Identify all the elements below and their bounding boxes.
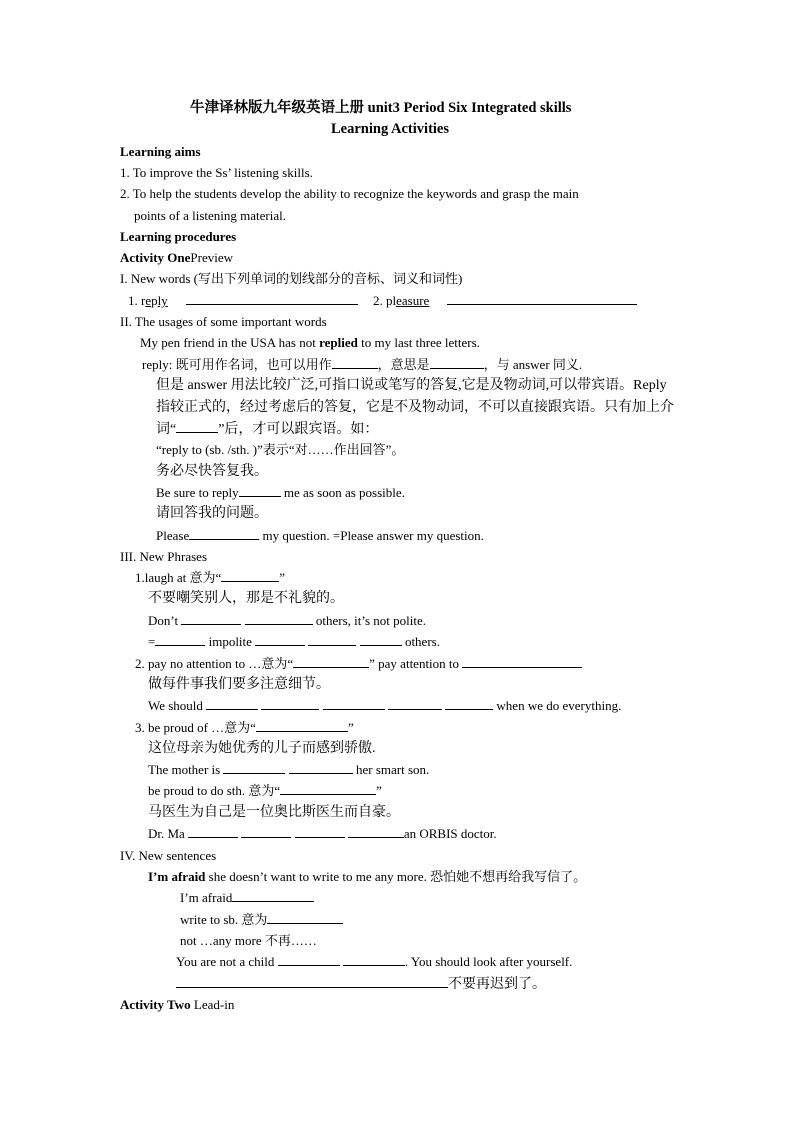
phrase-2-blank-1[interactable] (293, 656, 369, 668)
sentence-6: 不要再迟到了。 (176, 976, 546, 993)
reply-en-1-blank[interactable] (239, 485, 281, 497)
phrase-2-en-blank-1[interactable] (206, 698, 258, 710)
phrase-2-en-blank-2[interactable] (261, 698, 319, 710)
word-1-blank[interactable] (186, 293, 358, 309)
reply-explain-2: 指较正式的，经过考虑后的答复，它是不及物动词，不可以直接跟宾语。只有加上介 (156, 400, 674, 415)
activity-one-label: Activity One (120, 250, 191, 265)
phrase-2-en: We should when we do everything. (148, 698, 622, 713)
word-item-1: 1. reply (128, 293, 168, 308)
preposition-blank[interactable] (176, 421, 218, 433)
phrase-3-dr: Dr. Ma an ORBIS doctor. (148, 826, 497, 841)
phrase-2-en-blank-3[interactable] (323, 698, 385, 710)
reply-en-2: Please my question. =Please answer my question. (156, 528, 484, 543)
sentence-1: I’m afraid she doesn’t want to write to me any more. 恐怕她不想再给我写信了。 (148, 869, 587, 884)
phrase-3-blank[interactable] (256, 720, 348, 732)
phrase-3-en-blank-2[interactable] (289, 762, 353, 774)
learning-aims-heading: Learning aims (120, 144, 201, 159)
phrase-3-en: The mother is her smart son. (148, 762, 430, 777)
phrase-1-en: Don’t others, it’s not polite. (148, 613, 426, 628)
phrase-1-eq-blank-1[interactable] (155, 634, 205, 646)
phrase-2-en-blank-4[interactable] (388, 698, 442, 710)
sentence-4: not …any more 不再…… (180, 933, 317, 948)
phrase-1-eq-blank-4[interactable] (360, 634, 402, 646)
word-2-blank[interactable] (447, 293, 637, 309)
phrase-2-en-blank-5[interactable] (445, 698, 493, 710)
reply-en-1: Be sure to reply me as soon as possible. (156, 485, 405, 500)
aim-item-2: 2. To help the students develop the ability to recognize the keywords and grasp the main (120, 186, 579, 201)
phrase-1-blank[interactable] (221, 570, 279, 582)
reply-explain-1: 但是 answer 用法比较广泛,可指口说或笔写的答复,它是及物动词,可以带宾语。Reply (156, 378, 667, 393)
sentence-5-blank-2[interactable] (343, 954, 405, 966)
phrase-1-en-blank-1[interactable] (181, 613, 241, 625)
sentence-5: You are not a child . You should look after yourself. (176, 954, 573, 969)
sentence-3-blank[interactable] (267, 912, 343, 924)
reply-blank-1[interactable] (332, 357, 378, 369)
activity-one-name: Preview (190, 250, 234, 265)
phrase-1: 1.laugh at 意为“ ” (135, 570, 286, 585)
phrase-1-cn: 不要嘲笑别人，那是不礼貌的。 (148, 591, 344, 606)
learning-procedures-heading: Learning procedures (120, 229, 237, 244)
reply-cn-2: 请回答我的问题。 (156, 506, 268, 521)
phrase-1-eq-blank-2[interactable] (255, 634, 305, 646)
sentence-2: I’m afraid (180, 890, 314, 906)
doc-title: 牛津译林版九年级英语上册 unit3 Period Six Integrated skills (190, 100, 572, 116)
phrase-3-todo-blank[interactable] (280, 783, 376, 795)
phrase-3-dr-blank-3[interactable] (295, 826, 345, 838)
reply-to-meaning: “reply to (sb. /sth. )”表示“对……作出回答”。 (156, 442, 405, 457)
phrase-1-en-blank-2[interactable] (245, 613, 313, 625)
phrase-1-eq-blank-3[interactable] (308, 634, 356, 646)
reply-en-2-blank[interactable] (189, 528, 259, 540)
phrase-3: 3. be proud of …意为“ ” (135, 720, 354, 735)
aim-item-2-cont: points of a listening material. (134, 208, 286, 223)
word-item-2: 2. pleasure (373, 293, 430, 308)
activity-one-line (120, 250, 233, 266)
aim-item-1: 1. To improve the Ss’ listening skills. (120, 165, 313, 180)
reply-blank-2[interactable] (430, 357, 484, 369)
sentence-3: write to sb. 意为 (180, 912, 343, 928)
reply-explain-3: 词“ ”后，才可以跟宾语。如： (156, 422, 379, 437)
phrase-3-cn-2: 马医生为自己是一位奥比斯医生而自豪。 (148, 805, 400, 820)
reply-cn-1: 务必尽快答复我。 (156, 464, 268, 479)
phrase-3-dr-blank-1[interactable] (188, 826, 238, 838)
phrase-3-dr-blank-4[interactable] (348, 826, 404, 838)
usage-example: My pen friend in the USA has not replied to my last three letters. (140, 335, 480, 350)
phrase-2-blank-2[interactable] (462, 656, 582, 668)
phrase-3-todo: be proud to do sth. 意为“ ” (148, 783, 382, 798)
phrase-1-eq: = impolite others. (148, 634, 440, 649)
phrase-3-dr-blank-2[interactable] (241, 826, 291, 838)
usages-heading: II. The usages of some important words (120, 314, 327, 329)
phrase-3-cn: 这位母亲为她优秀的儿子而感到骄傲. (148, 741, 376, 756)
phrases-heading: III. New Phrases (120, 549, 208, 564)
reply-usage-line: reply: 既可用作名词，也可以用作 ，意思是 ，与 answer 同义. (142, 357, 583, 372)
doc-subtitle: Learning Activities (331, 121, 450, 137)
new-words-heading: I. New words (写出下列单词的划线部分的音标、词义和词性) (120, 271, 463, 286)
phrase-2: 2. pay no attention to …意为“ ” pay attention to (135, 656, 582, 672)
sentence-6-blank[interactable] (176, 976, 448, 988)
phrase-3-en-blank-1[interactable] (223, 762, 285, 774)
sentence-2-blank[interactable] (232, 890, 314, 902)
activity-two-line: Activity Two Lead-in (120, 997, 235, 1012)
sentence-5-blank-1[interactable] (278, 954, 340, 966)
phrase-2-cn: 做每件事我们要多注意细节。 (148, 677, 330, 692)
sentences-heading: IV. New sentences (120, 848, 217, 863)
